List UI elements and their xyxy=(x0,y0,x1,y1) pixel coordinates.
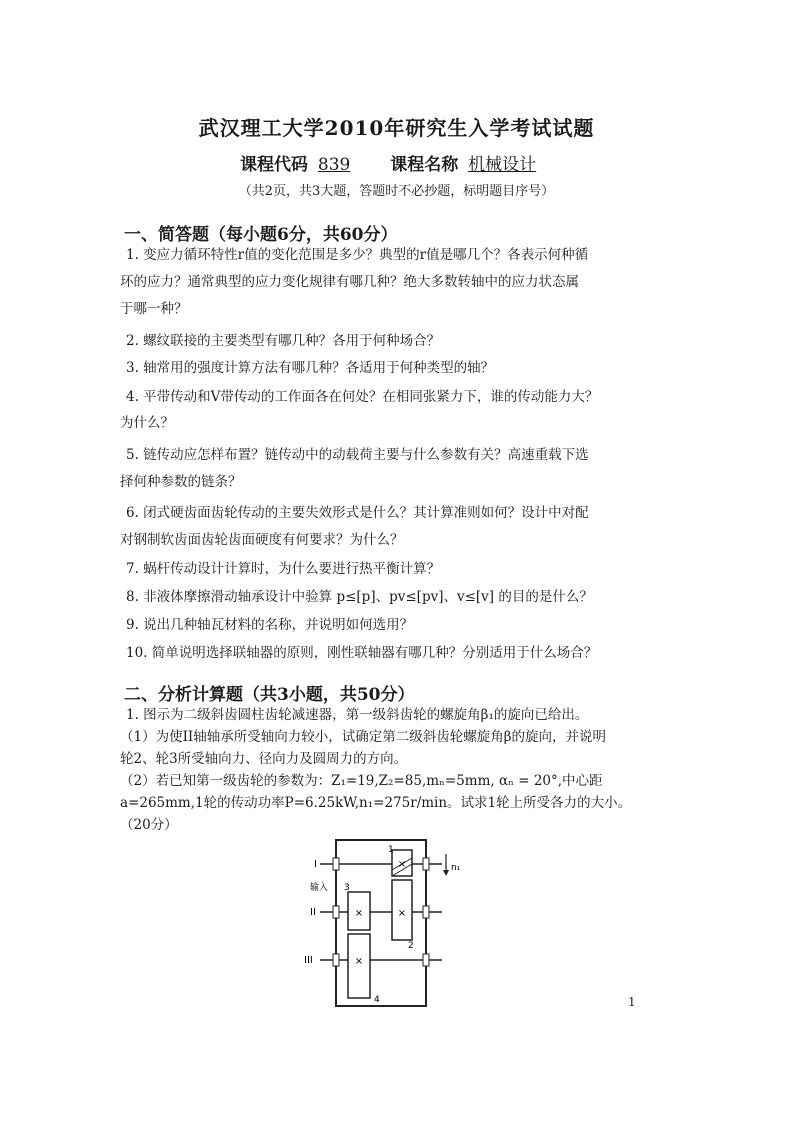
speed-label: n₁ xyxy=(451,863,461,873)
s1-line: 9. 说出几种轴瓦材料的名称，并说明如何选用？ xyxy=(126,617,414,633)
s1-line: 于哪一种？ xyxy=(120,301,188,317)
s1-line: 3. 轴常用的强度计算方法有哪几种？各适用于何种类型的轴？ xyxy=(126,360,495,376)
course-name-label: 课程名称 xyxy=(390,155,459,175)
section-2-heading: 二、分析计算题（共3小题，共50分） xyxy=(124,685,415,705)
s2-line: （2）若已知第一级齿轮的参数为：Z₁=19,Z₂=85,mₙ=5mm, αₙ = 20°,中心距 xyxy=(120,773,603,789)
gear-4-mark: × xyxy=(354,956,364,967)
exam-note: （共2页，共3大题，答题时不必抄题，标明题目序号） xyxy=(238,184,555,199)
section-1-heading: 一、简答题（每小题6分，共60分） xyxy=(124,225,398,245)
course-info xyxy=(240,150,540,175)
shaft-III-label: III xyxy=(304,955,313,966)
page-number: 1 xyxy=(628,995,636,1009)
gear-2-mark: × xyxy=(397,908,407,919)
s1-line: 10. 简单说明选择联轴器的原则，刚性联轴器有哪几种？分别适用于什么场合？ xyxy=(126,645,598,661)
gear-3-label: 3 xyxy=(344,883,350,893)
s2-line: 轮2、轮3所受轴向力、径向力及圆周力的方向。 xyxy=(120,751,408,767)
s1-line: 4. 平带传动和V带传动的工作面各在何处？在相同张紧力下，谁的传动能力大？ xyxy=(126,389,599,405)
gear-4-label: 4 xyxy=(374,995,380,1005)
s1-line: 7. 蜗杆传动设计计算时，为什么要进行热平衡计算？ xyxy=(126,561,441,577)
gear-1-label: 1 xyxy=(388,845,394,855)
s1-line: 择何种参数的链条？ xyxy=(120,474,242,490)
gear-1-mark: × xyxy=(397,859,407,870)
gear-2-label: 2 xyxy=(408,941,414,951)
course-code: 839 xyxy=(317,155,351,175)
s1-line: 对钢制软齿面齿轮齿面硬度有何要求？为什么？ xyxy=(120,532,404,548)
s1-line: 5. 链传动应怎样布置？链传动中的动载荷主要与什么参数有关？高速重载下选 xyxy=(126,447,589,463)
input-label: 输入 xyxy=(310,883,329,893)
s1-line: 环的应力？通常典型的应力变化规律有哪几种？绝大多数转轴中的应力状态属 xyxy=(120,274,579,290)
s1-line: 1. 变应力循环特性r值的变化范围是多少？典型的r值是哪几个？各表示何种循 xyxy=(126,247,589,263)
shaft-I-label: I xyxy=(314,859,317,870)
s2-line: a=265mm,1轮的传动功率P=6.25kW,n₁=275r/min。试求1轮上所受各力的大小。 xyxy=(120,795,632,811)
s2-line: （20分） xyxy=(120,817,178,833)
gear-reducer-diagram xyxy=(300,830,480,1020)
gear-3-mark: × xyxy=(354,908,364,919)
course-code-label: 课程代码 xyxy=(240,155,308,175)
s1-line: 为什么？ xyxy=(120,415,174,431)
s1-line: 2. 螺纹联接的主要类型有哪几种？各用于何种场合？ xyxy=(126,333,441,349)
exam-title: 武汉理工大学2010年研究生入学考试试题 xyxy=(198,116,595,140)
s1-line: 8. 非液体摩擦滑动轴承设计中验算 p≤[p]、pv≤[pv]、v≤[v] 的目的是什么？ xyxy=(126,589,593,605)
s2-line: 1. 图示为二级斜齿圆柱齿轮减速器，第一级斜齿轮的螺旋角β₁的旋向已给出。 xyxy=(126,707,589,723)
course-name: 机械设计 xyxy=(468,155,537,175)
s2-line: （1）为使II轴轴承所受轴向力较小，试确定第二级斜齿轮螺旋角β的旋向，并说明 xyxy=(120,729,607,745)
shaft-II-label: II xyxy=(310,907,316,918)
s1-line: 6. 闭式硬齿面齿轮传动的主要失效形式是什么？其计算准则如何？设计中对配 xyxy=(126,505,589,521)
